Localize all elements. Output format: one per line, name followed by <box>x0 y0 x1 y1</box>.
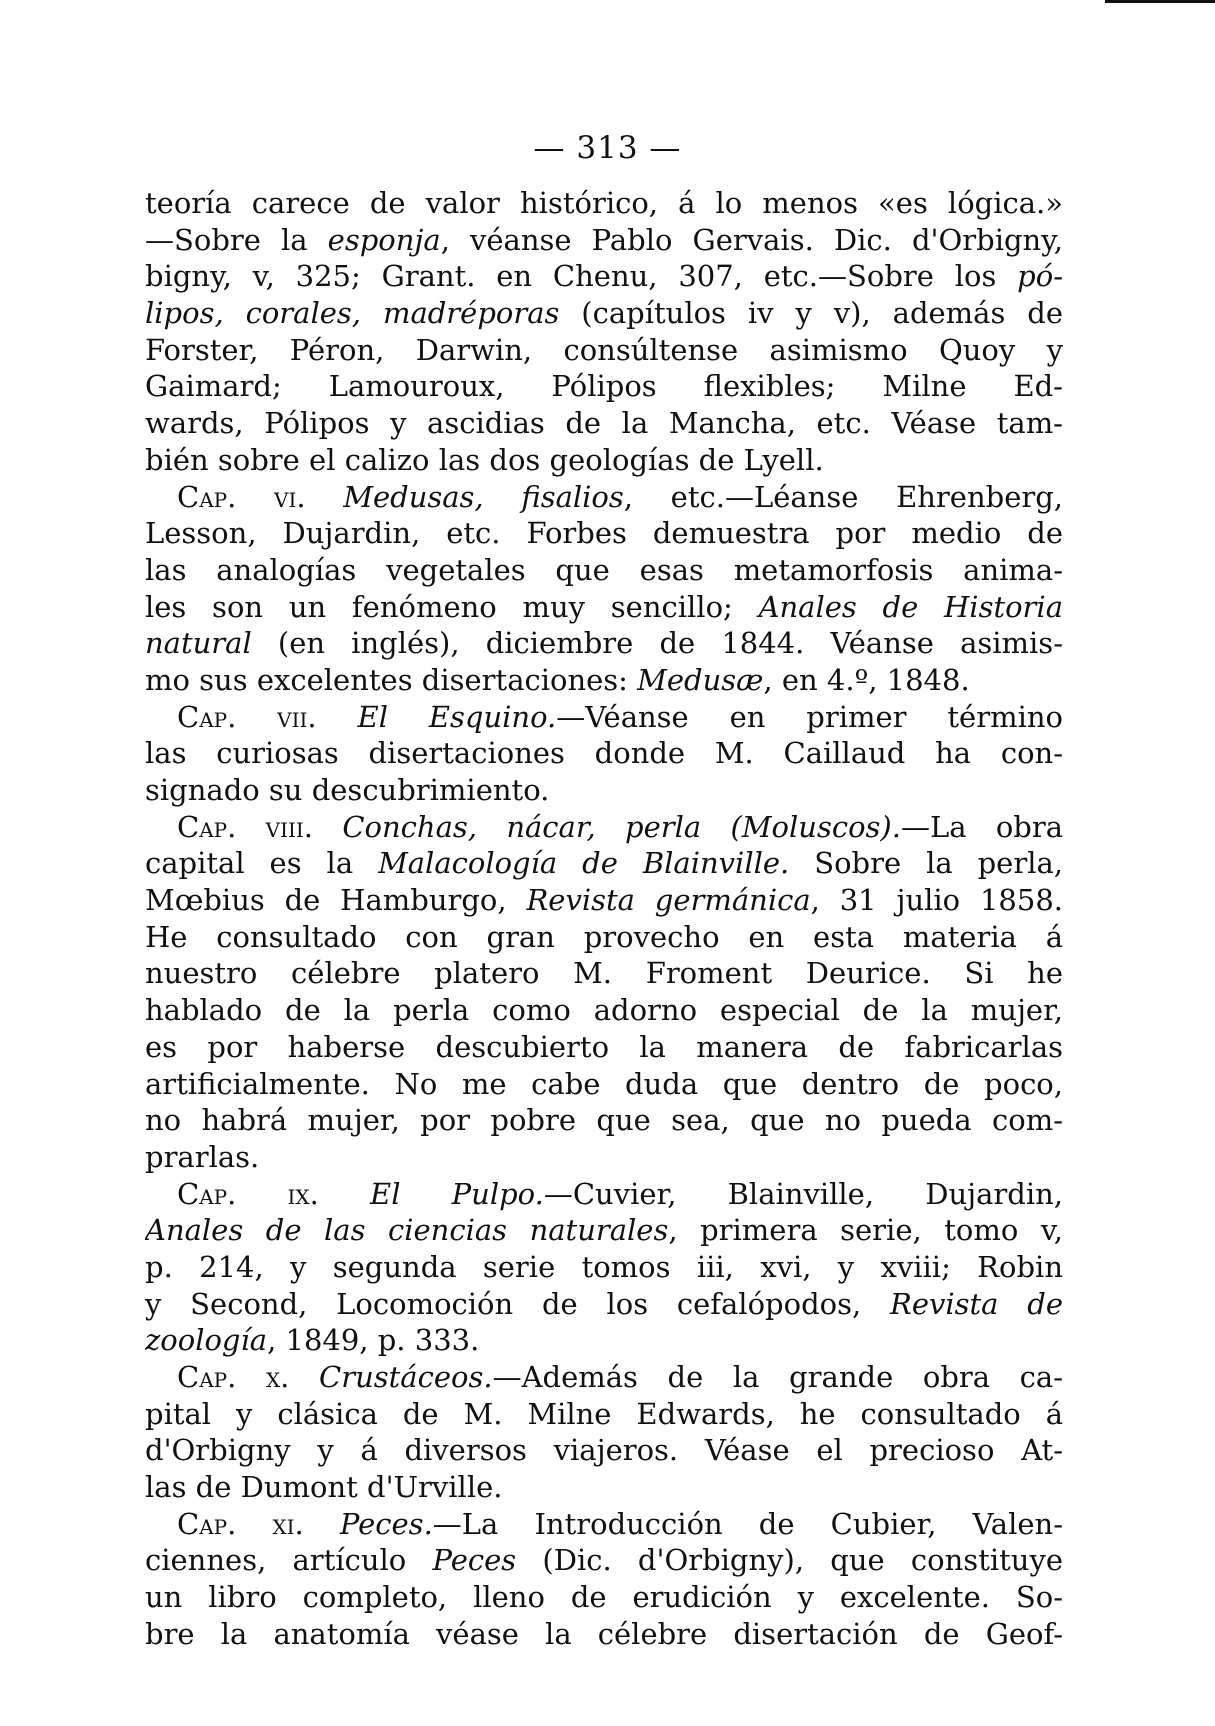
text-segment: , véanse Pablo Gervais. Dic. d'Orbigny, <box>440 222 1063 257</box>
italic-text: zoología <box>145 1323 268 1358</box>
text-line <box>145 625 1063 662</box>
text-segment: —La obra <box>900 809 1063 844</box>
text-line <box>145 1066 1063 1103</box>
text-segment: Gaimard; Lamouroux, Pólipos flexibles; Milne Ed- <box>145 369 1063 404</box>
text-line <box>145 882 1063 919</box>
page-number: — 313 — <box>533 130 682 166</box>
text-line <box>145 442 1063 479</box>
body-text <box>145 185 1063 1653</box>
text-segment: no habrá mujer, por pobre que sea, que no pueda com- <box>145 1103 1063 1138</box>
text-segment: las analogías vegetales que esas metamorfosis anima- <box>145 552 1063 587</box>
text-line <box>145 919 1063 956</box>
italic-text: Malacología de Blainville. <box>378 846 790 881</box>
text-segment: , 31 julio 1858. <box>810 883 1063 918</box>
text-segment: , etc.—Léanse Ehrenberg, <box>623 479 1063 514</box>
text-segment: —La Introducción de Cubier, Valen- <box>432 1506 1063 1541</box>
text-line <box>145 1286 1063 1323</box>
text-segment: nuestro célebre platero M. Froment Deurice. Si he <box>145 956 1063 991</box>
italic-text: Medusæ <box>637 662 764 697</box>
text-segment: pital y clásica de M. Milne Edwards, he consultado á <box>145 1396 1063 1431</box>
text-segment: las de Dumont d'Urville. <box>145 1470 503 1505</box>
text-segment: Mœbius de Hamburgo, <box>145 883 527 918</box>
text-line <box>145 552 1063 589</box>
chapter-label: Cap. vi. <box>177 479 306 514</box>
text-segment: —Además de la grande obra ca- <box>492 1360 1063 1394</box>
text-line <box>145 809 1063 846</box>
text-line <box>145 368 1063 405</box>
text-segment: bre la anatomía véase la célebre disertación de Geof- <box>145 1616 1063 1651</box>
italic-text: natural <box>145 626 252 661</box>
text-segment <box>304 1507 340 1541</box>
text-segment: signado su descubrimiento. <box>145 773 550 807</box>
text-line <box>145 955 1063 992</box>
italic-text: Revista germánica <box>526 883 811 918</box>
text-segment: Forster, Péron, Darwin, consúltense asimismo Quoy y <box>145 332 1063 367</box>
text-segment: Sobre la perla, <box>789 846 1063 881</box>
text-line <box>145 1542 1063 1579</box>
text-line <box>145 1506 1063 1543</box>
italic-text: Medusas, fisalios <box>343 479 624 514</box>
text-line <box>145 295 1063 332</box>
text-segment: artificialmente. No me cabe duda que dentro de poco, <box>145 1066 1063 1101</box>
text-line <box>145 662 1063 699</box>
text-line <box>145 1469 1063 1506</box>
text-segment: mo sus excelentes disertaciones: <box>145 662 638 697</box>
text-line <box>145 1579 1063 1616</box>
italic-text: Conchas, nácar, perla (Moluscos). <box>342 809 901 844</box>
text-segment: wards, Pólipos y ascidias de la Mancha, etc. Véase tam- <box>145 406 1063 441</box>
text-segment: les son un fenómeno muy sencillo; <box>145 589 759 624</box>
italic-text: pó- <box>1017 259 1063 294</box>
text-line <box>145 405 1063 442</box>
text-line <box>145 845 1063 882</box>
italic-text: esponja <box>327 222 441 257</box>
text-line <box>145 1029 1063 1066</box>
italic-text: Peces <box>432 1543 517 1578</box>
text-line <box>145 515 1063 552</box>
text-line <box>145 1359 1063 1396</box>
text-segment: (capítulos iv y v), además de <box>559 296 1063 331</box>
text-segment <box>306 480 344 514</box>
text-segment: , 1849, p. 333. <box>267 1323 480 1358</box>
text-segment <box>317 700 358 734</box>
text-line <box>145 1176 1063 1213</box>
text-segment: ciennes, artículo <box>145 1543 433 1578</box>
text-segment: Lesson, Dujardin, etc. Forbes demuestra por medio de <box>145 516 1063 551</box>
chapter-label: Cap. viii. <box>177 809 314 844</box>
text-segment: y Second, Locomoción de los cefalópodos, <box>145 1286 890 1321</box>
text-segment: p. 214, y segunda serie tomos iii, xvi, y xviii; Robin <box>145 1249 1063 1284</box>
text-line <box>145 258 1063 295</box>
text-segment: —Sobre la <box>145 222 328 257</box>
text-segment: es por haberse descubierto la manera de fabricarlas <box>145 1029 1063 1064</box>
text-line <box>145 1102 1063 1139</box>
text-line <box>145 735 1063 772</box>
text-segment: capital es la <box>145 846 379 881</box>
chapter-label: Cap. ix. <box>177 1176 319 1211</box>
text-line <box>145 1249 1063 1286</box>
text-line <box>145 699 1063 736</box>
chapter-label: Cap. x. <box>177 1360 290 1394</box>
text-segment: hablado de la perla como adorno especial de la mujer, <box>145 993 1063 1028</box>
text-segment: —Cuvier, Blainville, Dujardin, <box>543 1176 1063 1211</box>
italic-text: El Pulpo. <box>370 1176 544 1211</box>
chapter-label: Cap. vii. <box>177 699 317 734</box>
text-line <box>145 992 1063 1029</box>
italic-text: Crustáceos. <box>319 1360 493 1394</box>
text-segment: —Véanse en primer término <box>556 699 1063 734</box>
text-segment: las curiosas disertaciones donde M. Caillaud ha con- <box>145 736 1063 771</box>
text-line <box>145 589 1063 626</box>
text-segment: bién sobre el calizo las dos geologías de Lyell. <box>145 442 824 477</box>
text-segment: (Dic. d'Orbigny), que constituye <box>516 1543 1063 1578</box>
text-segment: d'Orbigny y á diversos viajeros. Véase el precioso At- <box>145 1433 1063 1468</box>
italic-text: lipos, corales, madréporas <box>145 296 560 331</box>
text-line <box>145 222 1063 259</box>
text-line <box>145 1212 1063 1249</box>
text-segment <box>289 1360 319 1394</box>
text-segment: un libro completo, lleno de erudición y excelente. So- <box>145 1580 1063 1615</box>
text-segment: He consultado con gran provecho en esta materia á <box>145 919 1063 954</box>
text-line <box>145 1139 1063 1176</box>
text-line <box>145 185 1063 222</box>
text-line <box>145 1432 1063 1469</box>
text-segment: teoría carece de valor histórico, á lo menos «es lógica.» <box>145 186 1063 220</box>
text-line <box>145 1616 1063 1653</box>
italic-text: El Esquino. <box>357 699 557 734</box>
text-line <box>145 1396 1063 1433</box>
text-line <box>145 332 1063 369</box>
text-segment <box>319 1177 370 1211</box>
top-rule <box>1105 0 1215 3</box>
italic-text: Revista de <box>889 1286 1063 1321</box>
text-line <box>145 772 1063 809</box>
italic-text: Peces. <box>339 1506 433 1541</box>
italic-text: Anales de Historia <box>758 589 1063 624</box>
text-segment: prarlas. <box>145 1139 260 1174</box>
text-segment <box>313 810 342 844</box>
text-segment: , primera serie, tomo v, <box>668 1213 1063 1248</box>
italic-text: Anales de las ciencias naturales <box>145 1213 669 1248</box>
text-segment: bigny, v, 325; Grant. en Chenu, 307, etc.—Sobre los <box>145 259 1018 294</box>
text-segment: (en inglés), diciembre de 1844. Véanse asimis- <box>251 626 1063 661</box>
text-segment: , en 4.º, 1848. <box>763 662 970 697</box>
text-line <box>145 479 1063 516</box>
chapter-label: Cap. xi. <box>177 1506 304 1541</box>
text-line <box>145 1322 1063 1359</box>
